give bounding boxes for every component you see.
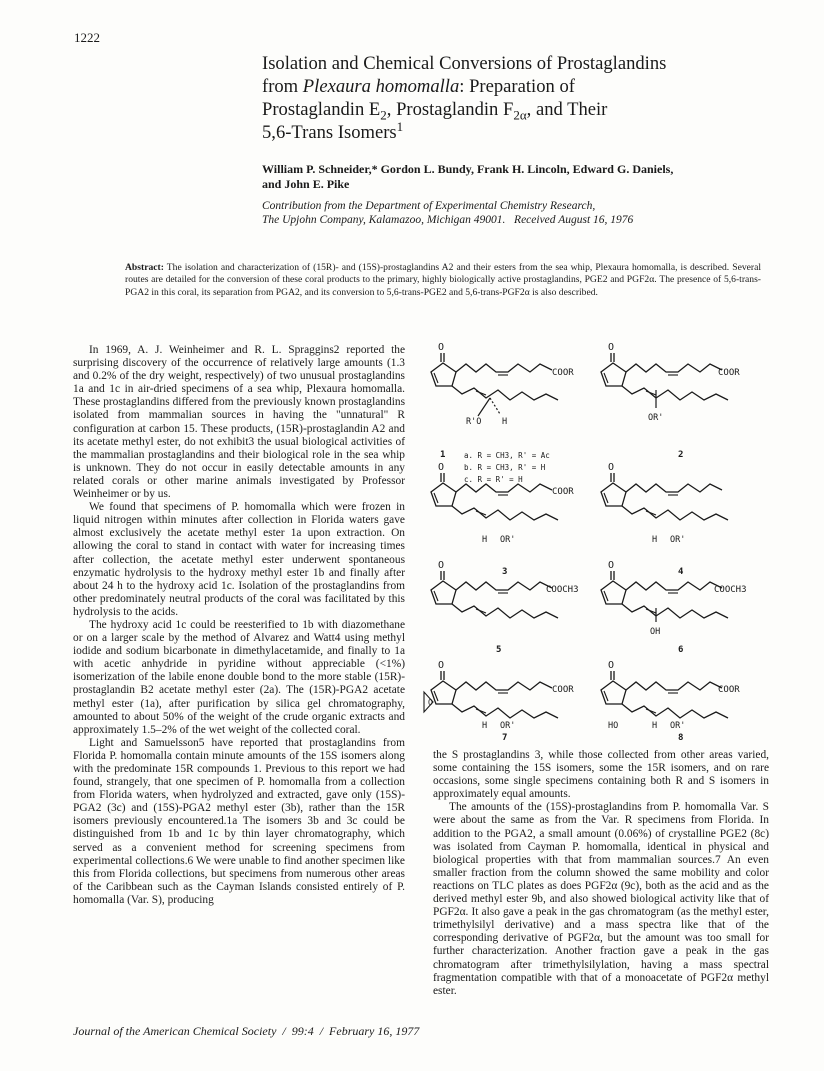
affiliation-line-1: Contribution from the Department of Experimental Chemistry Research, xyxy=(262,200,596,212)
article-title xyxy=(262,52,762,144)
cooh-label: COOR xyxy=(552,368,574,378)
hydrogen-label: H xyxy=(482,535,488,545)
ester-oxygen-label: OR' xyxy=(670,535,686,545)
compound-number: 2 xyxy=(678,450,684,460)
compound-1c-legend: c. R = R' = H xyxy=(464,475,523,484)
cooch3-label: COOCH3 xyxy=(546,585,579,595)
compound-number: 7 xyxy=(502,733,508,743)
ester-oxygen-label: OR' xyxy=(670,721,686,731)
hydrogen-label: H xyxy=(652,535,658,545)
journal-footer: Journal of the American Chemical Society / 99:4 / February 16, 1977 xyxy=(73,1024,420,1038)
abstract xyxy=(125,262,761,299)
cooh-label: COOR xyxy=(718,368,740,378)
compound-1b-legend: b. R = CH3, R' = H xyxy=(464,463,546,472)
structure-drawings: O COOR R'O H 1 a. R = CH3, R' = Ac b. R = CH3, R' = H c. R = R' = H COOR OR' 2 COOR H OR' 3 H OR' 4 COOCH3 5 COOCH3 OH 6 COOR O H OR' 7 COOR HO H OR' 8 xyxy=(430,342,770,742)
compound-number: 4 xyxy=(678,567,684,577)
affiliation-line-2: The Upjohn Company, Kalamazoo, Michigan 49001. Received August 16, 1976 xyxy=(262,214,634,226)
compound-1a-legend: a. R = CH3, R' = Ac xyxy=(464,451,550,460)
paragraph: the S prostaglandins 3, while those collected from other areas varied, some containing the 15S isomers, some the 15R isomers, and on rare occasions, some single specimens containing both R and S isomers in approximately equal amounts. xyxy=(433,749,769,801)
compound-number: 5 xyxy=(496,645,502,655)
cooch3-label: COOCH3 xyxy=(714,585,747,595)
author-list xyxy=(262,162,762,192)
cooh-label: COOR xyxy=(552,487,574,497)
authors-line-1: William P. Schneider,* Gordon L. Bundy, Frank H. Lincoln, Edward G. Daniels, xyxy=(262,162,674,176)
hydrogen-label: H xyxy=(652,721,658,731)
page-number: 1222 xyxy=(74,30,100,45)
affiliation xyxy=(262,199,762,227)
ester-oxygen-label: OR' xyxy=(648,413,664,423)
structure-figure xyxy=(430,342,770,742)
cooh-label: COOR xyxy=(718,685,740,695)
hydroxyl-label: HO xyxy=(608,721,619,731)
epoxide-o-label: O xyxy=(428,698,433,707)
ester-oxygen-label: OR' xyxy=(500,535,516,545)
compound-number: 8 xyxy=(678,733,684,743)
paragraph: The amounts of the (15S)-prostaglandins from P. homomalla Var. S were about the same as from the Var. R specimens from Florida. In addition to the PGA2, a small amount (0.06%) of crystalline PGE2 (8c) was isolated from Cayman P. homomalla, identical in physical and biological properties with that from mammalian sources.7 An even smaller fraction from the column showed the same mobility and color reactions on TLC plates as does PGF2α (9c), both as the acid and as the derived methyl ester 9b, and also showed biological activity like that of PGF2α. It also gave a peak in the gas chromatogram (as the methyl ester, trimethylsilyl derivative) and a mass spectra like that of the corresponding derivative of PGF2α, but the amount was too small for further characterization. Another fraction gave a peak in the gas chromatogram after trimethylsilylation, having a mass spectral fragmentation compatible with that of a monoacetate of PGF2α methyl ester. xyxy=(433,801,769,997)
paragraph: Light and Samuelsson5 have reported that prostaglandins from Florida P. homomalla contain minute amounts of the 15S isomers along with the predominate 15R compounds 1. Previous to this report we had found, strangely, that one specimen of P. homomalla from a collection from Florida waters, when hydrolyzed and extracted, gave only (15S)-PGA2 (3c) and (15S)-PGA2 methyl ester (3b), rather than the 15R isomers previously encountered.1a The isomers 3b and 3c could be distinguished from 1b and 1c by thin layer chromatography, which served as a convenient method for screening specimens from experimental collections.6 We were unable to find another specimen like this from Florida collections, but specimens from numerous other areas of the Caribbean such as the Cayman Islands consisted entirely of P. homomalla (Var. S), producing xyxy=(73,736,405,906)
paragraph: We found that specimens of P. homomalla which were frozen in liquid nitrogen within minutes after collection in Florida waters gave almost exclusively the acetate methyl ester 1a upon extraction. On allowing the coral to stand in contact with water for increasing times after collection, the acetate methyl ester underwent spontaneous enzymatic hydrolysis to the hydroxy methyl ester 1b and finally after about 24 h to the hydroxy acid 1c. Isolation of the prostaglandins from other predominately neutral products of the coral was facilitated by this hydrolysis to the acids. xyxy=(73,501,405,618)
authors-line-2: and John E. Pike xyxy=(262,177,350,191)
compound-number: 6 xyxy=(678,645,684,655)
ester-oxygen-label: OR' xyxy=(500,721,516,731)
title-line-1: Isolation and Chemical Conversions of Prostaglandins xyxy=(262,53,667,74)
compound-number: 1 xyxy=(440,450,446,460)
cooh-label: COOR xyxy=(552,685,574,695)
compound-number: 3 xyxy=(502,567,508,577)
title-line-2: from Plexaura homomalla: Preparation of xyxy=(262,76,575,97)
title-line-4: 5,6-Trans Isomers$^1$ xyxy=(262,118,404,143)
ester-oxygen-label: R'O xyxy=(466,417,482,427)
title-line-3: Prostaglandin $E_2$, Prostaglandin $F_{2\alpha}$, and Their xyxy=(262,99,608,123)
body-left-column xyxy=(73,344,405,907)
body-right-column xyxy=(433,749,769,998)
hydrogen-label: H xyxy=(502,417,508,427)
paragraph: In 1969, A. J. Weinheimer and R. L. Spraggins2 reported the surprising discovery of the occurrence of relatively large amounts (1.3 and 0.2% of the dry weight, respectively) of two unusual prostaglandins 1a and 1c in air-dried specimens of a sea whip, Plexaura homomalla. These prostaglandins differed from the previously known prostaglandins isolated from mammalian sources in having the "unnatural" R configuration at carbon 15. These products, (15R)-prostaglandin A2 and its acetate methyl ester, do not exhibit3 the usual biological activities of the mammalian prostaglandins and their biological role in the sea whip is unknown. They do not occur in easily detectable amounts in any related corals or other marine animals investigated by Professor Weinheimer or by us. xyxy=(73,344,405,501)
abstract-text: The isolation and characterization of (15R)- and (15S)-prostaglandins A2 and their esters from the sea whip, Plexaura homomalla, is described. Several routes are detailed for the conversion of these coral products to the primary, highly biologically active prostaglandins, PGE2 and PGF2α. The presence of 5,6-trans-PGA2 in this coral, its separation from PGA2, and its conversion to 5,6-trans-PGE2 and 5,6-trans-PGF2α is also described. xyxy=(125,262,761,298)
hydroxyl-label: OH xyxy=(650,627,661,637)
paragraph: The hydroxy acid 1c could be reesterified to 1b with diazomethane or on a larger scale by the method of Alvarez and Watt4 using methyl iodide and sodium bicarbonate in dimethylacetamide, and finally to 1a with acetic anhydride in pyridine without appreciable (<1%) isomerization of the labile enone double bond to the more stable (15R)-prostaglandin B2 acetate methyl ester (2a). The (15R)-PGA2 acetate methyl ester (1a), after purification by silica gel chromatography, amounted to about 50% of the weight of the crude organic extracts and approximately 1.5–2% of the wet weight of the collected coral. xyxy=(73,618,405,736)
hydrogen-label: H xyxy=(482,721,488,731)
abstract-label: Abstract: xyxy=(125,262,164,273)
